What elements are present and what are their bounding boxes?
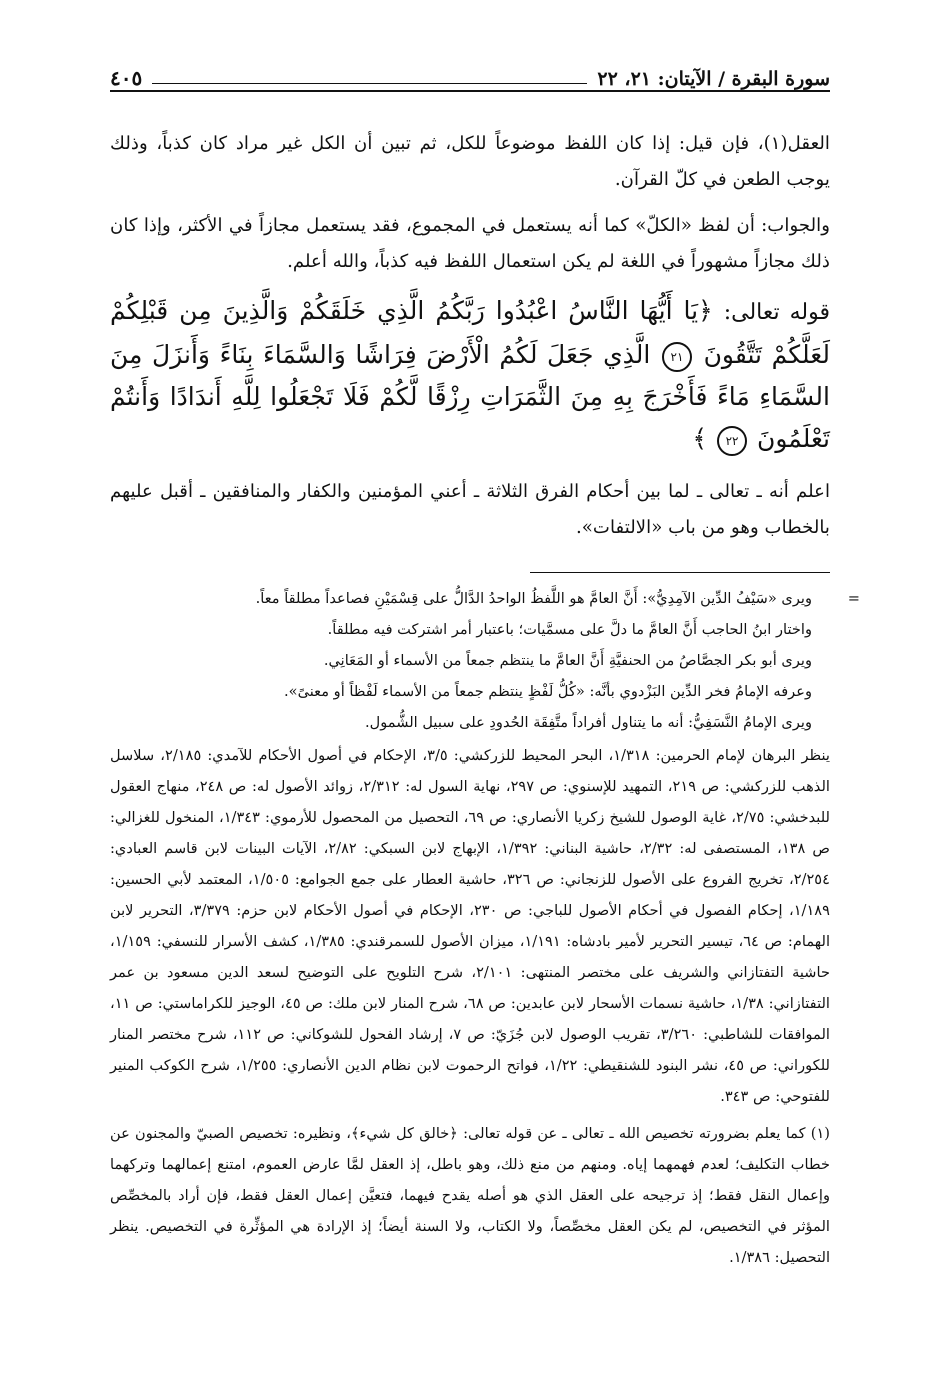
ayah-number-21: ٢١ [662, 342, 692, 372]
quran-verse [110, 290, 830, 460]
header-rule [152, 83, 587, 84]
continuation-marker: = [847, 590, 860, 607]
surah-title: سورة البقرة / الآيتان: ٢١، ٢٢ [597, 68, 830, 90]
paragraph-objection: العقل(١)، فإن قيل: إذا كان اللفظ موضوعاً للكل، ثم تبين أن الكل غير مراد كان كذباً، وذلك يوجب الطعن في كلّ القرآن. [110, 133, 830, 190]
quote-bazdawi: وعرفه الإمامُ فخر الدِّين البَزْدوي بأنَّه: «كُلُّ لَفْظٍ ينتظم جمعاً من الأسماء لَفْظاً أو معنىً». [284, 683, 812, 700]
verse-text-22: الَّذِي جَعَلَ لَكُمُ الْأَرْضَ فِرَاشًا وَالسَّمَاءَ بِنَاءً وَأَنزَلَ مِنَ السَّمَاءِ مَاءً فَأَخْرَجَ بِهِ مِنَ الثَّمَرَاتِ رِزْقًا لَّكُمْ فَلَا تَجْعَلُوا لِلَّهِ أَندَادًا وَأَنتُمْ تَعْلَمُونَ [110, 340, 830, 453]
quote-ibn-hajib: واختار ابنُ الحاجب أَنَّ العامَّ ما دلَّ على مسمَّيات؛ باعتبار أمر اشتركت فيه مطلقاً. [327, 621, 812, 638]
paragraph-iltifat: اعلم أنه ـ تعالى ـ لما بين أحكام الفرق الثلاثة ـ أعني المؤمنين والكفار والمنافقين ـ أقبل عليهم بالخطاب وهو من باب «الالتفات». [110, 481, 830, 538]
main-text [110, 126, 830, 546]
quote-jassas: ويرى أبو بكر الجصَّاصُ من الحنفيَّةِ أَنَّ العامَّ ما ينتظم جمعاً من الأسماء أو المَعَانِي. [323, 652, 812, 669]
page-number: ٤٠٥ [110, 66, 143, 90]
quote-amidi: ويرى «سَيْفُ الدِّين الآمِدِيُّ»: أَنَّ العامَّ هو اللَّفظُ الواحدُ الدَّالُّ على قِسْمَيْنِ فصاعداً مطلقاً معاً. [255, 590, 812, 607]
footnote-separator [530, 572, 830, 573]
paragraph-answer: والجواب: أن لفظ «الكلّ» كما أنه يستعمل في المجموع، فقد يستعمل مجازاً في الأكثر، وإذا كان ذلك مجازاً مشهوراً في اللغة لم يكن استعمال اللفظ فيه كذباً، والله أعلم. [110, 215, 830, 272]
verse-intro: قوله تعالى: [723, 300, 831, 325]
verse-close-bracket: ﴾ [692, 424, 708, 453]
footnotes [110, 583, 860, 1273]
quote-nasafi: ويرى الإمامُ النَّسَفِيُّ: أنه ما يتناول أفراداً متَّفِقَة الحُدودِ على سبيل الشُّمول. [364, 714, 812, 731]
running-header [110, 52, 830, 92]
book-page [110, 52, 860, 1273]
ayah-number-22: ٢٢ [717, 426, 747, 456]
definition-quotes [110, 583, 860, 738]
footnote-1: (١) كما يعلم بضرورته تخصيص الله ـ تعالى ـ عن قوله تعالى: ﴿خالق كل شيء﴾، ونظيره: تخصيص الصبيّ والمجنون عن خطاب التكليف؛ لعدم فهمهما إياه. ومنهم من منع ذلك، وهو باطل، إذ العقل لمَّا عارض العموم، امتنع إعمالهما وتركهما وإعمال النقل فقط؛ إذ ترجيحه على العقل الذي هو أصله يقدح فيهما، فتعيَّن إعمال العقل فقط، فإن أراد بالمخصِّص المؤثر في التخصيص، لم يكن العقل مخصِّصاً، ولا الكتاب، ولا السنة أيضاً؛ إذ الإرادة هي المؤثِّرة في التخصيص. ينظر التحصيل: ١/٣٨٦. [110, 1125, 830, 1266]
sources-list: ينظر البرهان لإمام الحرمين: ١/٣١٨، البحر المحيط للزركشي: ٣/٥، الإحكام في أصول الأحكام للآمدي: ٢/١٨٥، سلاسل الذهب للزركشي: ص ٢١٩، التمهيد للإسنوي: ص ٢٩٧، نهاية السول له: ٢/٣١٢، زوائد الأصول له: ص ٢٤٨، منهاج العقول للبدخشي: ٢/٧٥، غاية الوصول للشيخ زكريا الأنصاري: ص ٦٩، التحصيل من المحصول للأرموي: ١/٣٤٣، المنخول للغزالي: ص ١٣٨، المستصفى له: ٢/٣٢، حاشية البناني: ١/٣٩٢، الإبهاج لابن السبكي: ٢/٨٢، الآيات البينات لابن قاسم العبادي: ٢/٢٥٤، تخريج الفروع على الأصول للزنجاني: ص ٣٢٦، حاشية العطار على جمع الجوامع: ١/٥٠٥، المعتمد لأبي الحسين: ١/١٨٩، إحكام الفصول في أحكام الأصول للباجي: ص ٢٣٠، الإحكام في أصول الأحكام لابن حزم: ٣/٣٧٩، التحرير لابن الهمام: ص ٦٤، تيسير التحرير لأمير بادشاه: ١/١٩١، ميزان الأصول للسمرقندي: ١/٣٨٥، كشف الأسرار للنسفي: ١/١٥٩، حاشية التفتازاني والشريف على مختصر المنتهى: ٢/١٠١، شرح التلويح على التوضيح لسعد الدين مسعود بن عمر التفتازاني: ١/٣٨، حاشية نسمات الأسحار لابن عابدين: ص ٦٨، شرح المنار لابن ملك: ص ٤٥، الوجيز للكراماستي: ص ١١، الموافقات للشاطبي: ٣/٢٦٠، تقريب الوصول لابن جُزَيّ: ص ٧، إرشاد الفحول للشوكاني: ص ١١٢، شرح مختصر المنار للكوراني: ص ٤٥، نشر البنود للشنقيطي: ١/٢٢، فواتح الرحموت لابن نظام الدين الأنصاري: ١/٢٥٥، شرح الكوكب المنير للفتوحي: ص ٣٤٣. [110, 747, 831, 1105]
verse-text-21: ﴿يَا أَيُّهَا النَّاسُ اعْبُدُوا رَبَّكُمُ الَّذِي خَلَقَكُمْ وَالَّذِينَ مِن قَبْلِكُمْ لَعَلَّكُمْ تَتَّقُونَ [110, 296, 830, 369]
